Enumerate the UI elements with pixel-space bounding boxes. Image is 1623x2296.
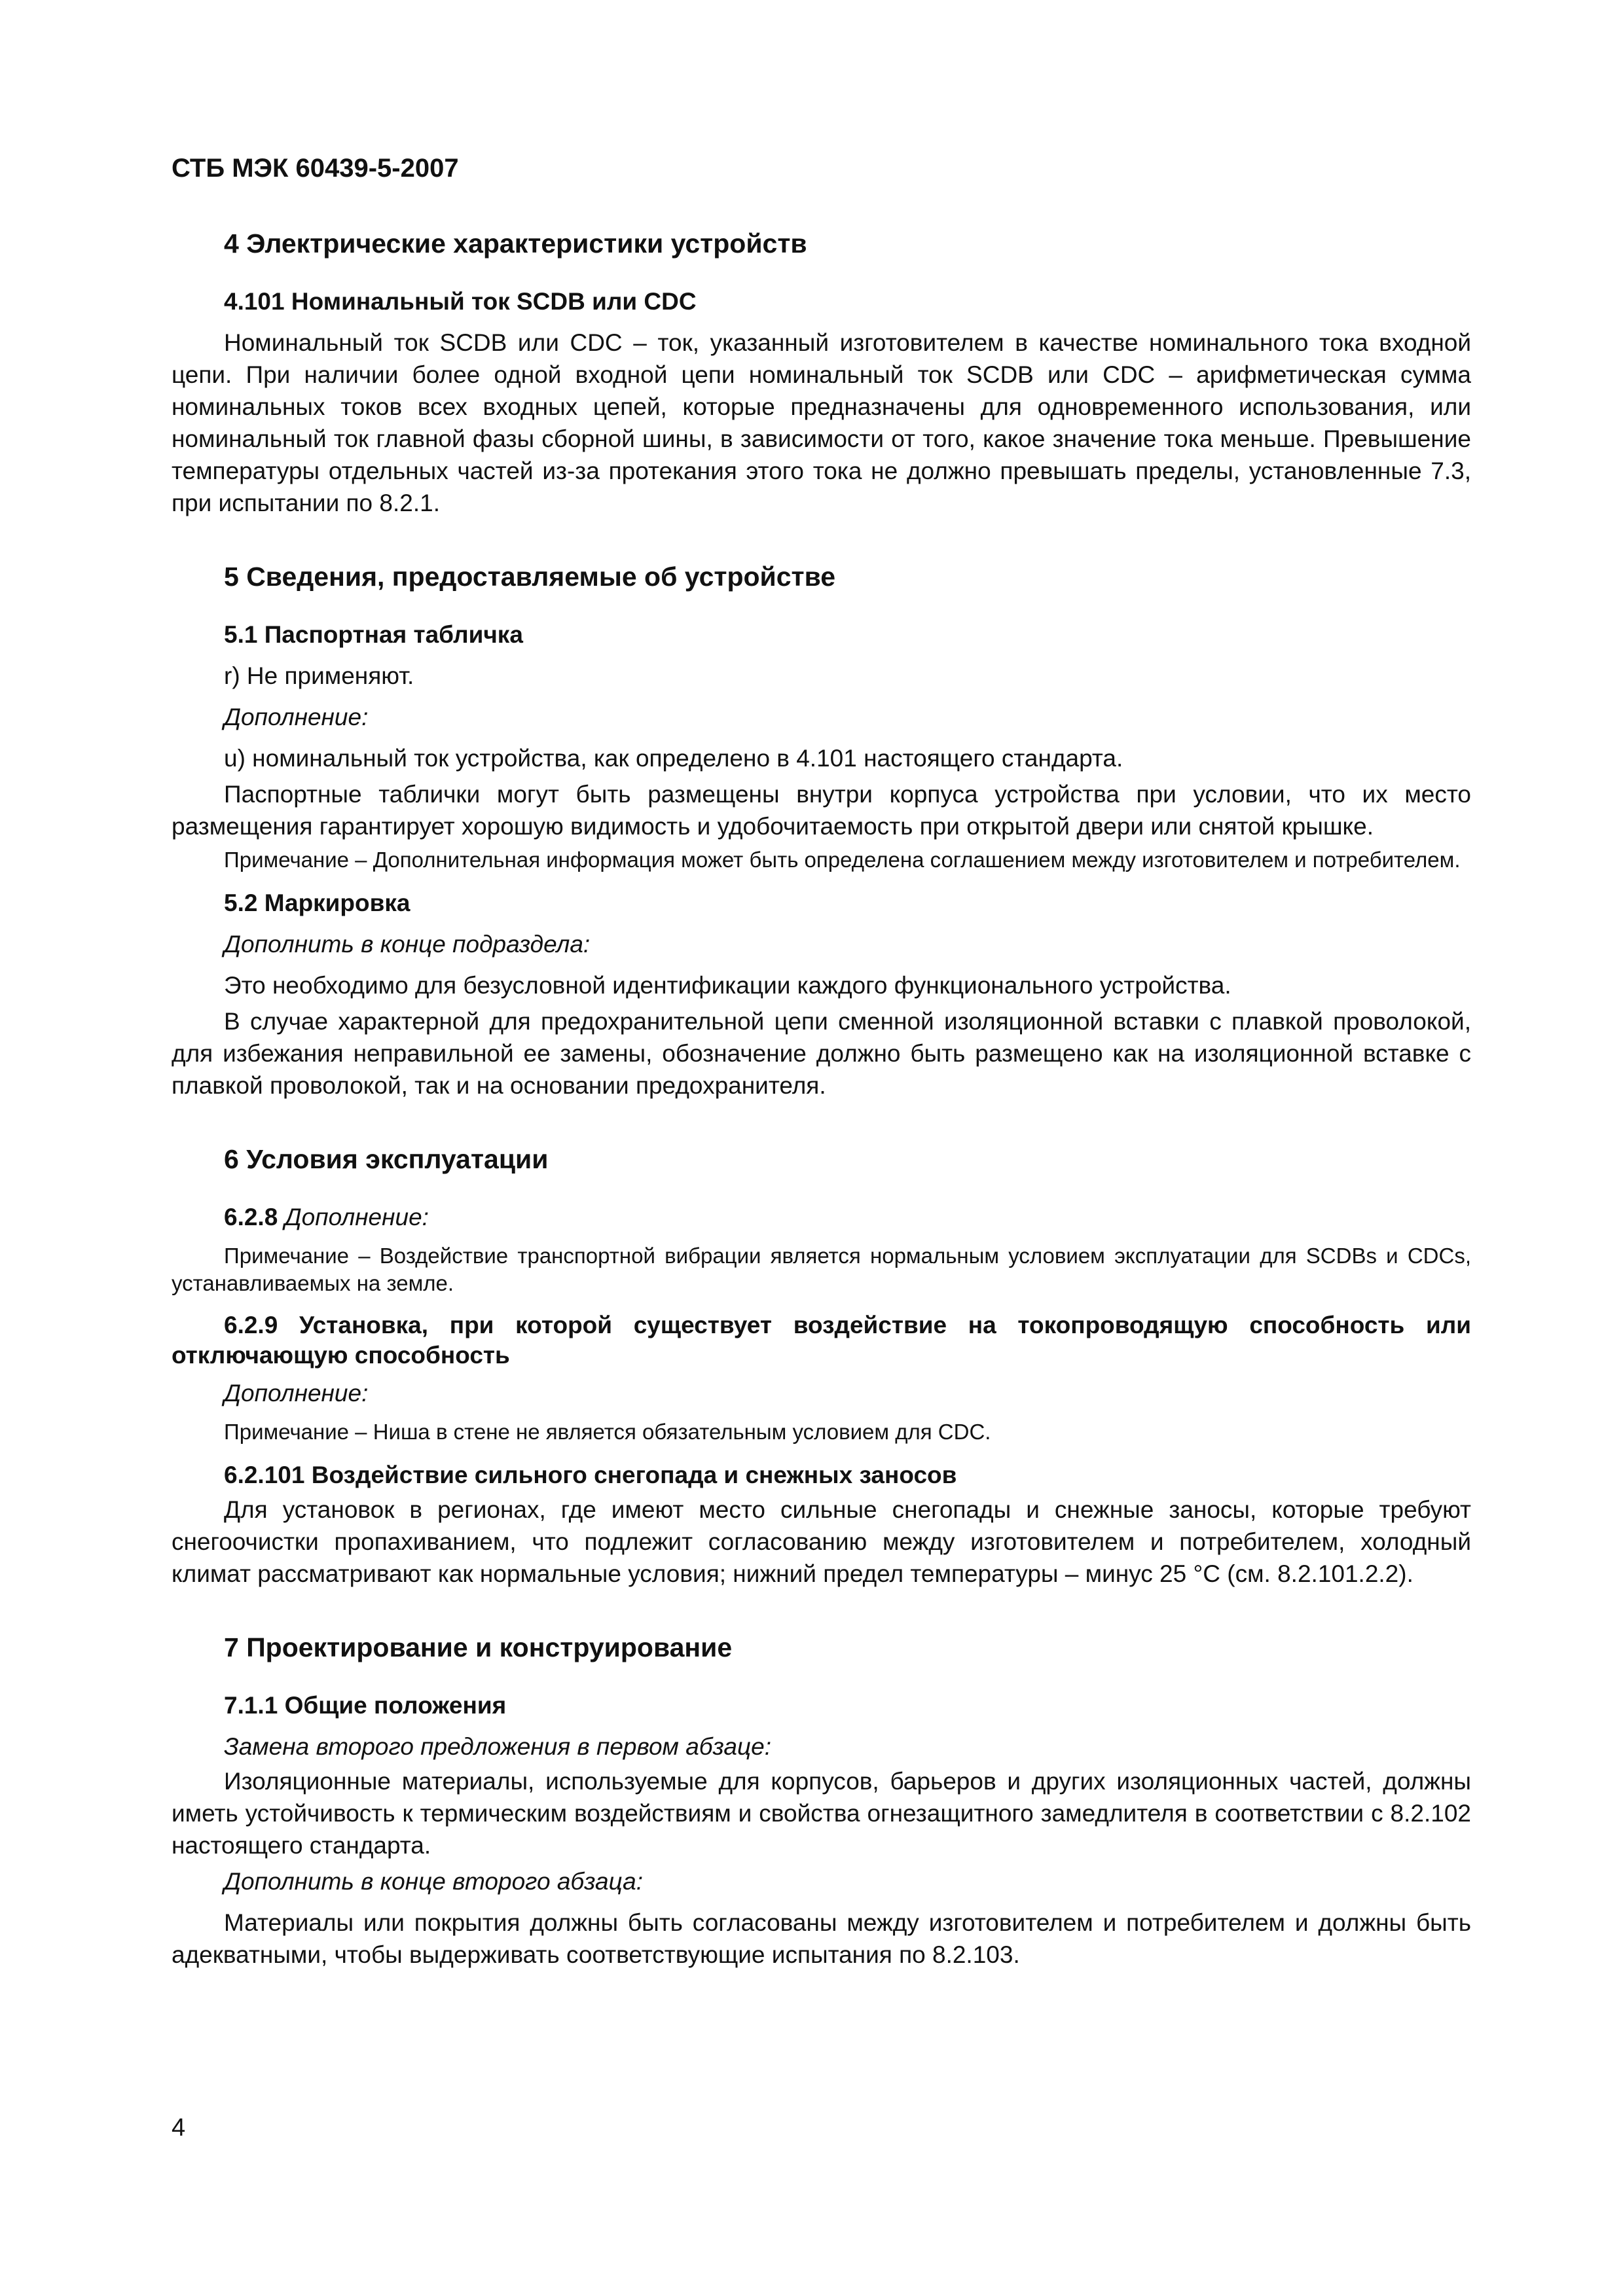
subsection-5-1-title: 5.1 Паспортная табличка (224, 621, 523, 648)
note-5-1: Примечание – Дополнительная информация может быть определена соглашением между изготовителем и потребителем. (224, 848, 1461, 872)
nameplate-paragraph: Паспортные таблички могут быть размещены внутри корпуса устройства при условии, что их место размещения гарантирует хорошую видимость и удобочитаемость при открытой двери или снятой крышке. (172, 781, 1471, 840)
subsection-6-2-9-title: 6.2.9 Установка, при которой существует воздействие на токопроводящую способность или отключающую способность (172, 1312, 1471, 1369)
addition-end-second-label: Дополнить в конце второго абзаца: (224, 1868, 644, 1895)
insulation-paragraph: Изоляционные материалы, используемые для корпусов, барьеров и других изоляционных частей, должны иметь устойчивость к термическим воздействиям и свойства огнезащитного замедлителя в соответствии с 8.2.102 настоящего стандарта. (172, 1768, 1471, 1859)
addition-label: Дополнение: (224, 704, 369, 730)
snow-paragraph: Для установок в регионах, где имеют место сильные снегопады и снежные заносы, которые требуют снегоочистки пропахиванием, что подлежит согласованию между изготовителем и потребителем, холодный климат рассматривают как нормальные условия; нижний предел температуры – минус 25 °С (см. 8.2.101.2.2). (172, 1496, 1471, 1587)
subsection-6-2-8-title (224, 1201, 1471, 1233)
subsection-6-2-101-title: 6.2.101 Воздействие сильного снегопада и снежных заносов (224, 1462, 957, 1488)
section-4-title: 4 Электрические характеристики устройств (224, 228, 807, 259)
subsection-4-101-title: 4.101 Номинальный ток SCDB или CDC (224, 288, 697, 315)
addition-end-label: Дополнить в конце подраздела: (224, 931, 591, 958)
subsection-7-1-1-title: 7.1.1 Общие положения (224, 1692, 507, 1719)
page-number: 4 (172, 2114, 186, 2142)
subsection-4-101-text: Номинальный ток SCDB или CDC – ток, указанный изготовителем в качестве номинального тока входной цепи. При наличии более одной входной цепи номинальный ток SCDB или CDC – арифметическая сумма номинальных токов всех входных цепей, которые предназначены для одновременного использования, или номинальный ток главной фазы сборной шины, в зависимости от того, какое значение тока меньше. Превышение температуры отдельных частей из-за протекания этого тока не должно превышать пределы, установленные 7.3, при испытании по 8.2.1. (172, 329, 1471, 516)
subsection-5-2-title: 5.2 Маркировка (224, 889, 410, 916)
subsection-6-2-8-label: Дополнение: (284, 1204, 429, 1230)
section-5-title: 5 Сведения, предоставляемые об устройстве (224, 562, 836, 592)
marking-paragraph-1: Это необходимо для безусловной идентификации каждого функционального устройства. (224, 972, 1231, 999)
marking-paragraph-2: В случае характерной для предохранительной цепи сменной изоляционной вставки с плавкой проволокой, для избежания неправильной ее замены, обозначение должно быть размещено как на изоляционной вставке с плавкой проволокой, так и на основании предохранителя. (172, 1008, 1471, 1099)
addition-label-6-2-9: Дополнение: (224, 1380, 369, 1407)
document-page (172, 152, 1471, 1975)
item-u: u) номинальный ток устройства, как определено в 4.101 настоящего стандарта. (224, 745, 1123, 772)
replacement-label: Замена второго предложения в первом абзаце: (224, 1733, 771, 1760)
note-6-2-8: Примечание – Воздействие транспортной вибрации является нормальным условием эксплуатации для SCDBs и CDCs, устанавливаемых на земле. (172, 1244, 1471, 1295)
document-code: СТБ МЭК 60439-5-2007 (172, 154, 459, 183)
section-6-title: 6 Условия эксплуатации (224, 1144, 549, 1174)
section-7-title: 7 Проектирование и конструирование (224, 1632, 733, 1662)
subsection-6-2-8-number: 6.2.8 (224, 1204, 278, 1230)
materials-paragraph: Материалы или покрытия должны быть согласованы между изготовителем и потребителем и должны быть адекватными, чтобы выдерживать соответствующие испытания по 8.2.103. (172, 1909, 1471, 1968)
item-r: r) Не применяют. (224, 662, 414, 689)
note-6-2-9: Примечание – Ниша в стене не является обязательным условием для CDC. (224, 1420, 991, 1444)
